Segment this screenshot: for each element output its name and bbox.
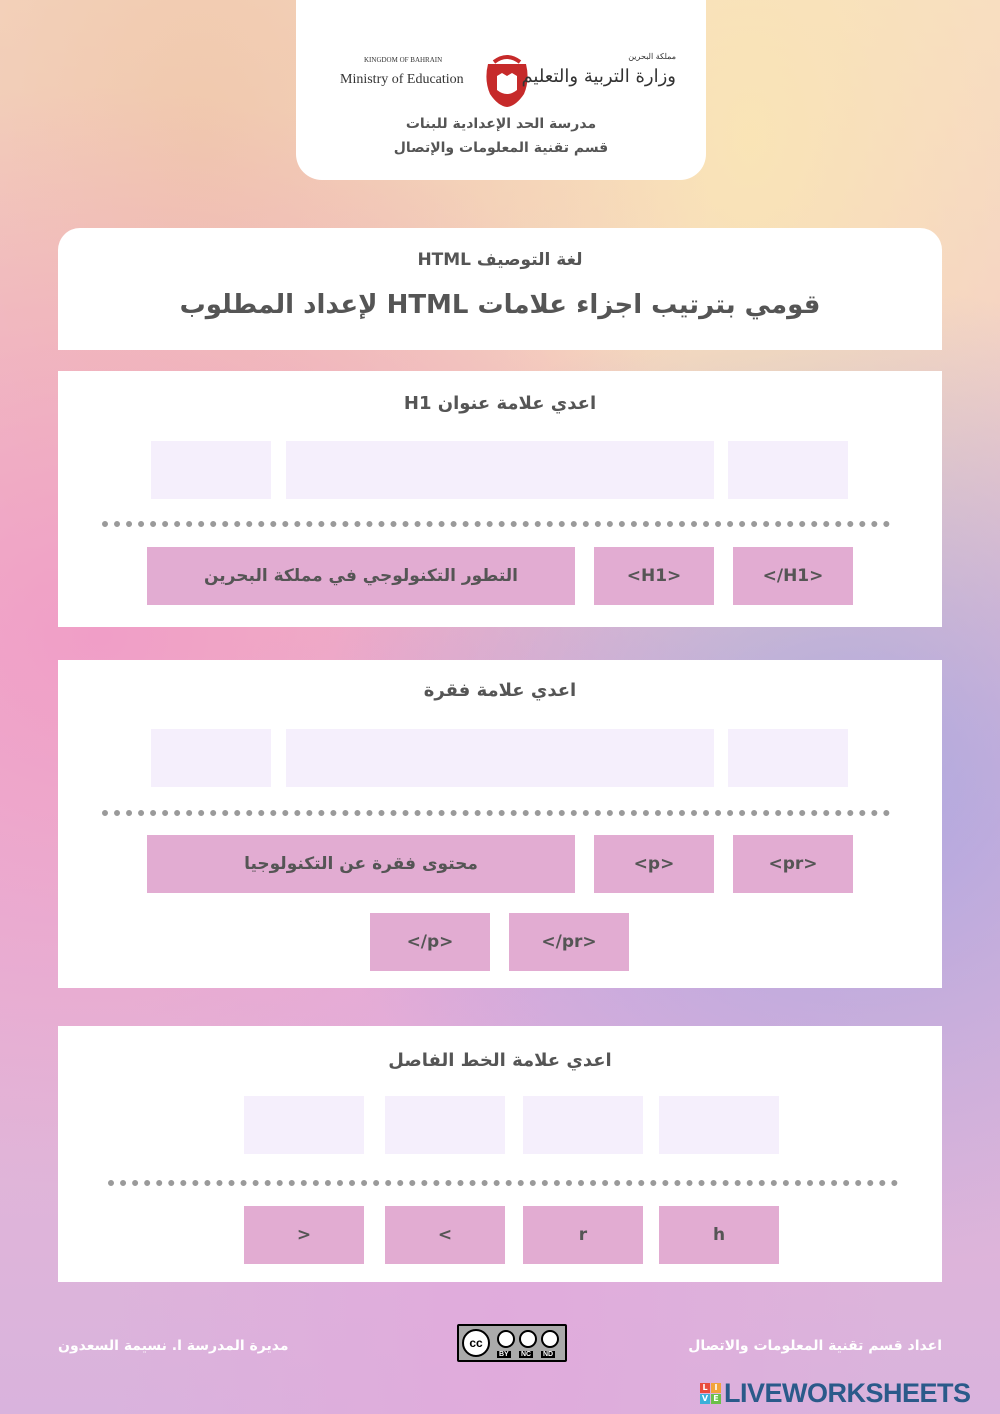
no-dollar-icon — [519, 1330, 537, 1348]
drag-tile[interactable]: </H1> — [733, 547, 853, 605]
section-title: اعدي علامة فقرة — [423, 680, 577, 701]
section-paragraph — [58, 660, 942, 988]
dotted-divider — [108, 1180, 898, 1186]
drop-slot[interactable] — [286, 729, 714, 787]
drag-tile[interactable]: r — [523, 1206, 643, 1264]
liveworksheets-logo[interactable] — [700, 1378, 971, 1409]
ministry-label-ar: وزارة التربية والتعليم — [521, 66, 676, 87]
school-info — [296, 112, 706, 160]
license-label: BY — [499, 1351, 509, 1358]
cc-license-badge[interactable] — [457, 1324, 567, 1362]
drop-slot[interactable] — [385, 1096, 505, 1154]
department-name: قسم تقنية المعلومات والإتصال — [393, 140, 609, 156]
dotted-divider — [102, 810, 890, 816]
drag-tile[interactable]: > — [244, 1206, 364, 1264]
drop-slot[interactable] — [244, 1096, 364, 1154]
drop-slot[interactable] — [659, 1096, 779, 1154]
brand-mark-letter: E — [711, 1394, 721, 1404]
license-label: NC — [521, 1351, 532, 1358]
drag-tile[interactable]: التطور التكنولوجي في مملكة البحرين — [147, 547, 575, 605]
section-h1 — [58, 371, 942, 627]
brand-name: LIVEWORKSHEETS — [724, 1378, 971, 1408]
drop-slot[interactable] — [286, 441, 714, 499]
drag-tile[interactable]: < — [385, 1206, 505, 1264]
drag-tile[interactable]: <H1> — [594, 547, 714, 605]
ministry-label-en: Ministry of Education — [340, 72, 464, 87]
drag-tile[interactable]: h — [659, 1206, 779, 1264]
drop-slot[interactable] — [151, 441, 271, 499]
ministry-logo — [336, 46, 676, 106]
person-icon — [497, 1330, 515, 1348]
instruction-title: قومي بترتيب اجزاء علامات HTML لإعداد المطلوب — [179, 290, 821, 320]
brand-mark-letter: L — [700, 1383, 710, 1393]
brand-mark-letter: I — [711, 1383, 721, 1393]
kingdom-label-en: KINGDOM OF BAHRAIN — [364, 56, 443, 64]
drag-tile[interactable]: محتوى فقرة عن التكنولوجيا — [147, 835, 575, 893]
brand-mark-icon — [700, 1383, 721, 1404]
header-card — [296, 0, 706, 180]
brand-mark-letter: V — [701, 1394, 709, 1403]
drop-slot[interactable] — [728, 441, 848, 499]
drop-slot[interactable] — [523, 1096, 643, 1154]
drag-tile[interactable]: <p> — [594, 835, 714, 893]
subject-title: لغة التوصيف HTML — [417, 250, 583, 270]
section-hr — [58, 1026, 942, 1282]
drop-slot[interactable] — [728, 729, 848, 787]
school-name: مدرسة الحد الإعدادية للبنات — [405, 116, 597, 132]
section-title: اعدي علامة الخط الفاصل — [388, 1050, 612, 1071]
drag-tile[interactable]: </pr> — [509, 913, 629, 971]
license-label: ND — [543, 1351, 554, 1358]
title-card — [58, 228, 942, 350]
equals-icon — [541, 1330, 559, 1348]
cc-icon: cc — [462, 1329, 490, 1357]
principal-name: مديرة المدرسة ا. نسيمة السعدون — [58, 1338, 289, 1354]
drag-tile[interactable]: </p> — [370, 913, 490, 971]
drag-tile[interactable]: <pr> — [733, 835, 853, 893]
drop-slot[interactable] — [151, 729, 271, 787]
section-title: اعدي علامة عنوان H1 — [403, 393, 597, 414]
dotted-divider — [102, 521, 890, 527]
prepared-by: اعداد قسم تقنية المعلومات والاتصال — [688, 1338, 942, 1354]
kingdom-label-ar: مملكة البحرين — [628, 52, 676, 61]
